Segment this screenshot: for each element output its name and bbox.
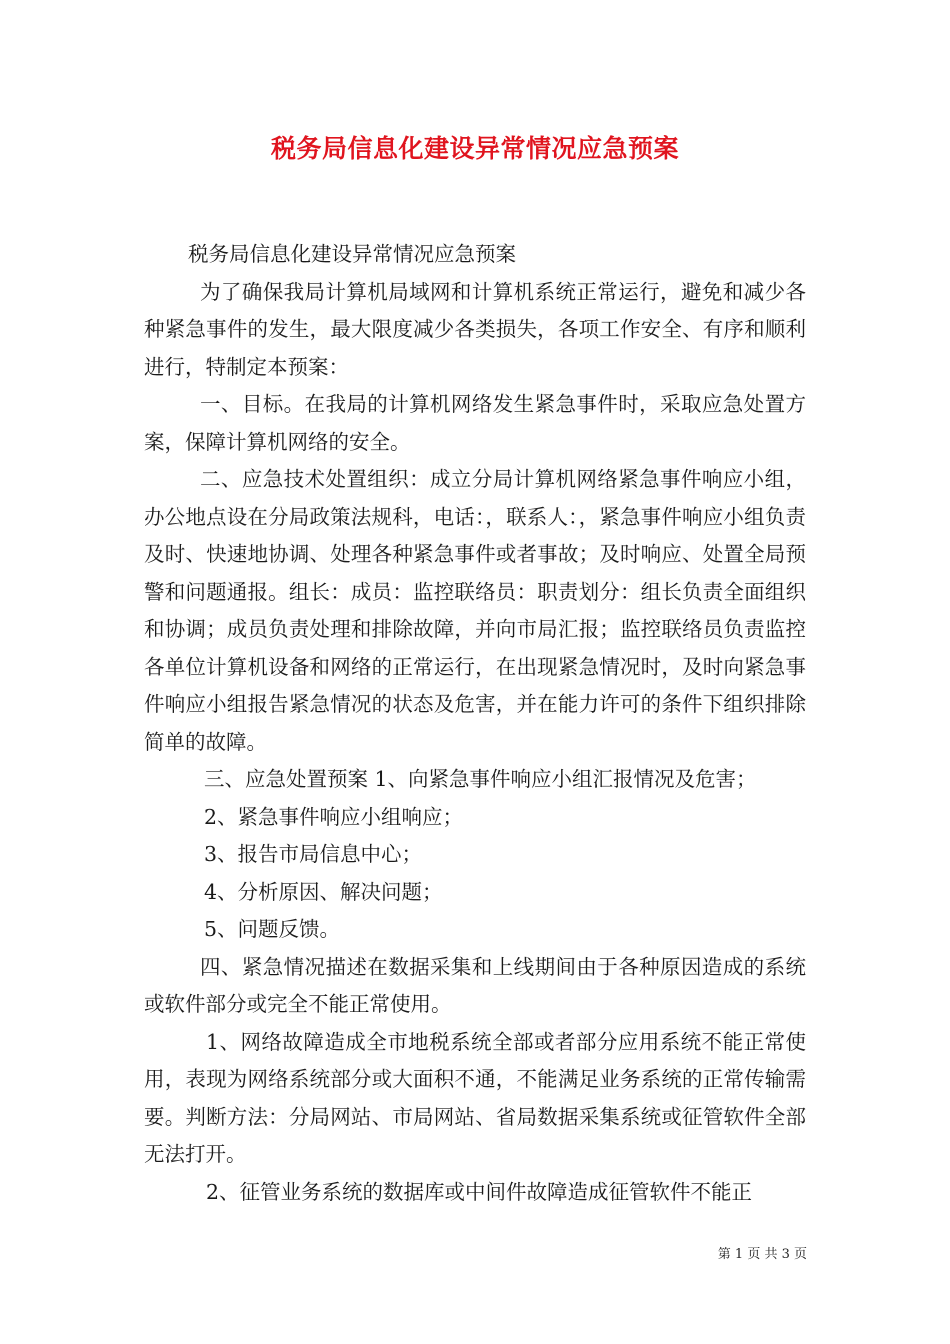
paragraph-section-1: 一、目标。在我局的计算机网络发生紧急事件时，采取应急处置方案，保障计算机网络的安全。 xyxy=(144,392,806,454)
paragraph-intro: 为了确保我局计算机局域网和计算机系统正常运行，避免和减少各种紧急事件的发生，最大限度减少各类损失，各项工作安全、有序和顺利进行，特制定本预案： xyxy=(144,279,806,379)
paragraph-section-4: 四、紧急情况描述在数据采集和上线期间由于各种原因造成的系统或软件部分或完全不能正常使用。 xyxy=(144,954,806,1016)
paragraph-section-2: 二、应急技术处置组织：成立分局计算机网络紧急事件响应小组，办公地点设在分局政策法规科，电话：，联系人：，紧急事件响应小组负责及时、快速地协调、处理各种紧急事件或者事故；及时响应、处置全局预警和问题通报。组长：成员：监控联络员：职责划分：组长负责全面组织和协调；成员负责处理和排除故障，并向市局汇报；监控联络员负责监控各单位计算机设备和网络的正常运行，在出现紧急情况时，及时向紧急事件响应小组报告紧急情况的状态及危害，并在能力许可的条件下组织排除简单的故障。 xyxy=(144,467,806,754)
paragraph-subtitle: 税务局信息化建设异常情况应急预案 xyxy=(188,242,516,266)
list-item-step-2: 2、紧急事件响应小组响应； xyxy=(204,804,464,829)
list-item-step-4: 4、分析原因、解决问题； xyxy=(204,879,443,904)
list-item-step-5: 5、问题反馈。 xyxy=(204,917,341,941)
page-number: 第 1 页 共 3 页 xyxy=(717,1247,807,1262)
paragraph-fault-1: 1、网络故障造成全市地税系统全部或者部分应用系统不能正常使用，表现为网络系统部分或大面积不通，不能满足业务系统的正常传输需要。判断方法：分局网站、市局网站、省局数据采集系统或征管软件全部无法打开。 xyxy=(144,1029,806,1166)
list-item-step-3: 3、报告市局信息中心； xyxy=(204,842,423,866)
document-title: 税务局信息化建设异常情况应急预案 xyxy=(270,134,679,163)
paragraph-fault-2: 2、征管业务系统的数据库或中间件故障造成征管软件不能正 xyxy=(206,1179,753,1204)
document-body xyxy=(144,236,806,1211)
paragraph-section-3: 三、应急处置预案 1、向紧急事件响应小组汇报情况及危害； xyxy=(204,767,757,791)
